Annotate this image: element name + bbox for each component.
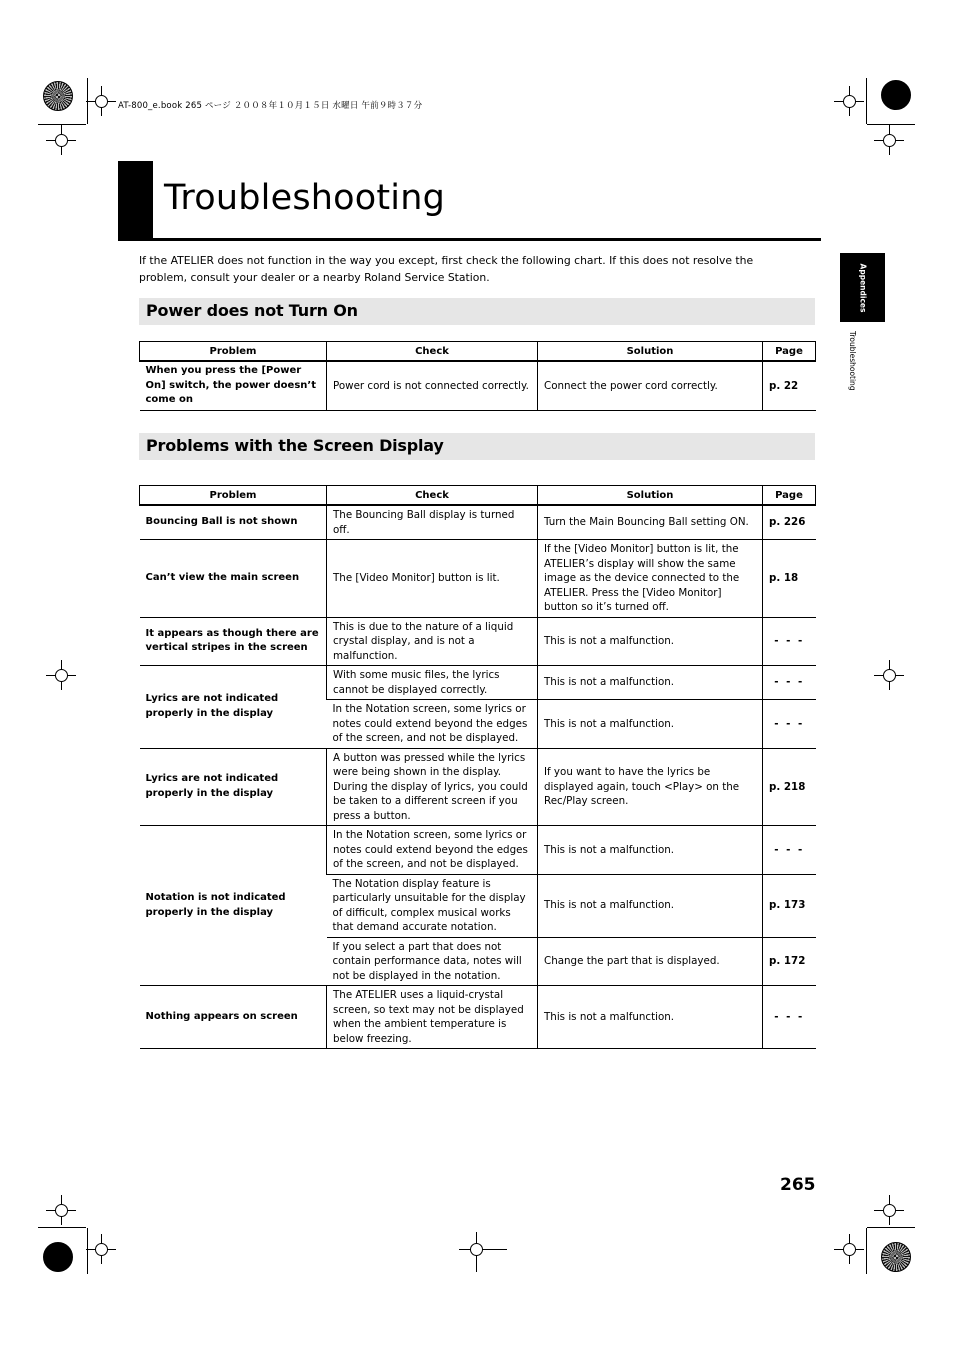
table-row xyxy=(140,748,816,826)
section-title: Power does not Turn On xyxy=(146,301,358,320)
troubleshooting-table xyxy=(139,341,816,411)
check-cell: This is due to the nature of a liquid crystal display, and is not a malfunction. xyxy=(327,617,538,666)
page-reference: p. 218 xyxy=(763,748,816,826)
column-header: Solution xyxy=(538,486,763,506)
table-row xyxy=(140,617,816,666)
solution-cell: If you want to have the lyrics be displayed again, touch <Play> on the Rec/Play screen. xyxy=(538,748,763,826)
problem-cell: Lyrics are not indicated properly in the display xyxy=(140,748,327,826)
intro-paragraph: If the ATELIER does not function in the way you except, first check the following chart. If this does not resolve the problem, consult your dealer or a nearby Roland Service Station. xyxy=(139,254,754,284)
column-header: Check xyxy=(327,486,538,506)
column-header: Problem xyxy=(140,486,327,506)
check-cell: In the Notation screen, some lyrics or notes could extend beyond the edges of the screen, and not be displayed. xyxy=(327,826,538,875)
table-row xyxy=(140,540,816,618)
check-cell: If you select a part that does not contain performance data, notes will not be displayed in the notation. xyxy=(327,937,538,986)
solution-cell: Turn the Main Bouncing Ball setting ON. xyxy=(538,505,763,540)
table-row xyxy=(140,361,816,410)
page-reference: p. 22 xyxy=(763,361,816,410)
solution-cell: This is not a malfunction. xyxy=(538,986,763,1049)
column-header: Check xyxy=(327,342,538,362)
solution-cell: Connect the power cord correctly. xyxy=(538,361,763,410)
side-tab-label: Appendices xyxy=(858,263,867,312)
solution-cell: This is not a malfunction. xyxy=(538,666,763,700)
table-row xyxy=(140,505,816,540)
check-cell: A button was pressed while the lyrics were being shown in the display. During the display of lyrics, you could be taken to a different screen if you press a button. xyxy=(327,748,538,826)
section-heading xyxy=(139,298,815,325)
page-reference: - - - xyxy=(763,986,816,1049)
registration-starburst-icon xyxy=(43,1242,73,1272)
check-cell: The Bouncing Ball display is turned off. xyxy=(327,505,538,540)
table-row xyxy=(140,986,816,1049)
problem-cell: Lyrics are not indicated properly in the display xyxy=(140,666,327,749)
page-reference: p. 226 xyxy=(763,505,816,540)
check-cell: In the Notation screen, some lyrics or notes could extend beyond the edges of the screen, and not be displayed. xyxy=(327,700,538,749)
check-cell: The ATELIER uses a liquid-crystal screen, so text may not be displayed when the ambient temperature is below freezing. xyxy=(327,986,538,1049)
problem-cell: It appears as though there are vertical stripes in the screen xyxy=(140,617,327,666)
table-row xyxy=(140,826,816,875)
registration-starburst-icon xyxy=(881,1242,911,1272)
column-header: Page xyxy=(763,342,816,362)
troubleshooting-table xyxy=(139,485,816,1049)
solution-cell: If the [Video Monitor] button is lit, the ATELIER’s display will show the same image as the device connected to the ATELIER. Press the [Video Monitor] button so it’s turned off. xyxy=(538,540,763,618)
title-rule xyxy=(118,238,821,241)
solution-cell: This is not a malfunction. xyxy=(538,874,763,937)
page-reference: - - - xyxy=(763,700,816,749)
check-cell: With some music files, the lyrics cannot be displayed correctly. xyxy=(327,666,538,700)
check-cell: The [Video Monitor] button is lit. xyxy=(327,540,538,618)
page-number: 265 xyxy=(780,1175,816,1195)
registration-starburst-icon xyxy=(43,81,73,111)
table-row xyxy=(140,666,816,700)
column-header: Page xyxy=(763,486,816,506)
section-heading xyxy=(139,433,815,460)
column-header: Solution xyxy=(538,342,763,362)
problem-cell: Can’t view the main screen xyxy=(140,540,327,618)
column-header: Problem xyxy=(140,342,327,362)
solution-cell: This is not a malfunction. xyxy=(538,700,763,749)
page-reference: - - - xyxy=(763,617,816,666)
solution-cell: This is not a malfunction. xyxy=(538,617,763,666)
problem-cell: Notation is not indicated properly in the display xyxy=(140,826,327,986)
solution-cell: Change the part that is displayed. xyxy=(538,937,763,986)
page-reference: - - - xyxy=(763,826,816,875)
problem-cell: Nothing appears on screen xyxy=(140,986,327,1049)
section-title: Problems with the Screen Display xyxy=(146,436,444,455)
side-subsection-label: Troubleshooting xyxy=(848,331,857,391)
page-reference: p. 172 xyxy=(763,937,816,986)
solution-cell: This is not a malfunction. xyxy=(538,826,763,875)
page-reference: p. 173 xyxy=(763,874,816,937)
title-bar xyxy=(118,161,153,239)
problem-cell: Bouncing Ball is not shown xyxy=(140,505,327,540)
problem-cell: When you press the [Power On] switch, the power doesn’t come on xyxy=(140,361,327,410)
side-tab xyxy=(840,253,885,322)
registration-starburst-icon xyxy=(881,80,911,110)
print-header: AT-800_e.book 265 ページ ２００８年１０月１５日 水曜日 午前９時３７分 xyxy=(118,101,423,111)
page-reference: p. 18 xyxy=(763,540,816,618)
page-title: Troubleshooting xyxy=(164,178,446,218)
check-cell: Power cord is not connected correctly. xyxy=(327,361,538,410)
check-cell: The Notation display feature is particularly unsuitable for the display of difficult, complex musical works that demand accurate notation. xyxy=(327,874,538,937)
page-reference: - - - xyxy=(763,666,816,700)
